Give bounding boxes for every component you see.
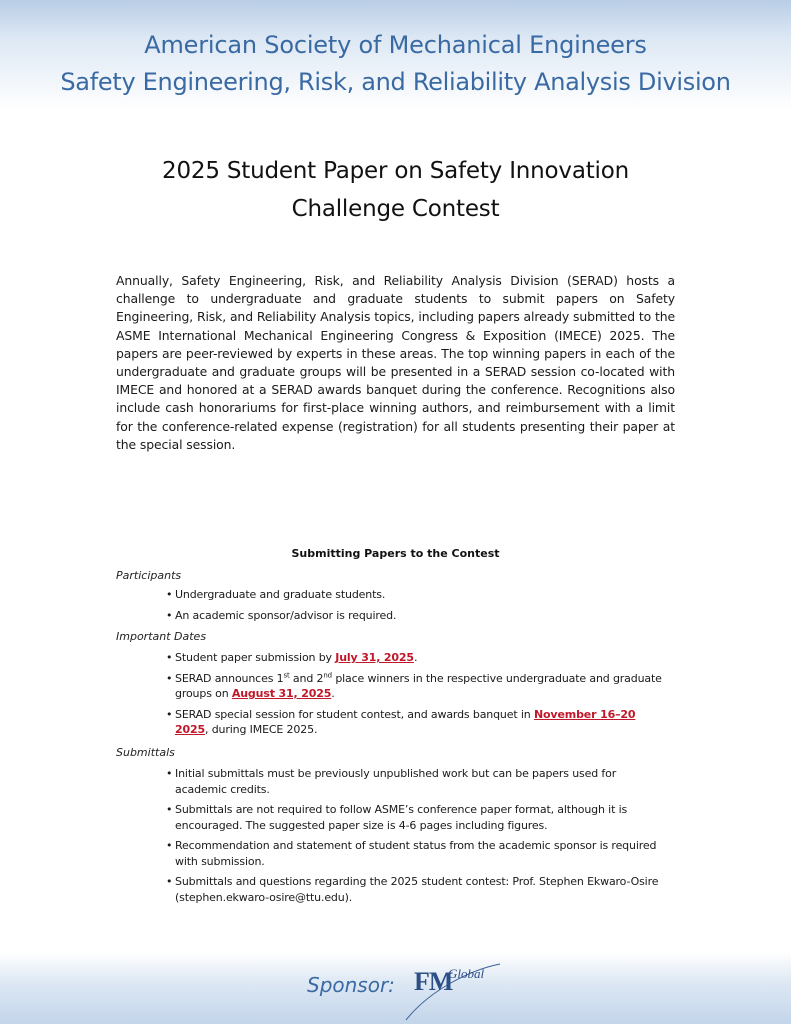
org-name-line2: Safety Engineering, Risk, and Reliability Analysis Division xyxy=(60,68,731,96)
important-dates-label: Important Dates xyxy=(116,630,207,643)
submittals-label: Submittals xyxy=(116,746,175,759)
list-item: • Recommendation and statement of student status from the academic sponsor is required with submission. xyxy=(166,838,666,869)
participants-list xyxy=(166,587,666,628)
list-item: • Submittals are not required to follow ASME’s conference paper format, although it is encouraged. The suggested paper size is 4-6 pages including figures. xyxy=(166,802,666,833)
section-heading: Submitting Papers to the Contest xyxy=(291,547,500,560)
item-text: Student paper submission by xyxy=(175,651,336,664)
list-item: • Initial submittals must be previously unpublished work but can be papers used for academic credits. xyxy=(166,766,666,797)
org-name-line1: American Society of Mechanical Engineers xyxy=(144,31,647,59)
fm-global-logo xyxy=(400,960,510,1024)
item-text: and 2 xyxy=(289,671,324,685)
intro-paragraph: Annually, Safety Engineering, Risk, and Reliability Analysis Division (SERAD) hosts a challenge to undergraduate and graduate students to submit papers on Safety Engineering, Risk, and Reliability Analysis topics, including papers already submitted to the ASME International Mechanical Engineering Congress & Exposition (IMECE) 2025. The papers are peer-reviewed by experts in these areas. The top winning papers in each of the undergraduate and graduate groups will be presented in a SERAD session co-located with IMECE and honored at a SERAD awards banquet during the conference. Recognitions also include cash honorariums for first-place winning authors, and reimbursement with a limit for the conference-related expense (registration) for all students presenting their paper at the special session. xyxy=(116,273,675,452)
list-item xyxy=(166,671,666,702)
sponsor-label: Sponsor: xyxy=(307,973,395,997)
item-text: . xyxy=(331,687,335,700)
list-item: • An academic sponsor/advisor is required. xyxy=(166,608,666,624)
submittals-list xyxy=(166,766,666,910)
logo-global-text: Global xyxy=(448,966,485,981)
announcement-date: August 31, 2025 xyxy=(231,687,332,700)
item-text: place winners in the respective undergraduate and graduate groups on xyxy=(175,671,662,700)
list-item xyxy=(166,707,666,738)
participants-label: Participants xyxy=(116,569,182,582)
important-dates-list xyxy=(166,650,666,743)
item-text: SERAD special session for student contest, and awards banquet in xyxy=(175,707,534,721)
submission-deadline: July 31, 2025 xyxy=(335,651,414,664)
logo-fm-text: FM xyxy=(414,967,453,996)
ordinal-suffix: nd xyxy=(323,670,332,679)
list-item: • Undergraduate and graduate students. xyxy=(166,587,666,603)
list-item: • Submittals and questions regarding the 2025 student contest: Prof. Stephen Ekwaro-Osire (stephen.ekwaro-osire@ttu.edu). xyxy=(166,874,666,905)
page-title-line1: 2025 Student Paper on Safety Innovation xyxy=(162,158,629,184)
item-text: SERAD announces 1 xyxy=(175,671,284,685)
footer-band xyxy=(0,952,791,1024)
list-item xyxy=(166,650,666,666)
ordinal-suffix: st xyxy=(283,670,290,679)
session-dates: November 16–20 2025 xyxy=(175,707,636,736)
item-text: . xyxy=(413,651,418,664)
page-title-line2: Challenge Contest xyxy=(291,196,500,222)
item-text: , during IMECE 2025. xyxy=(205,723,318,736)
